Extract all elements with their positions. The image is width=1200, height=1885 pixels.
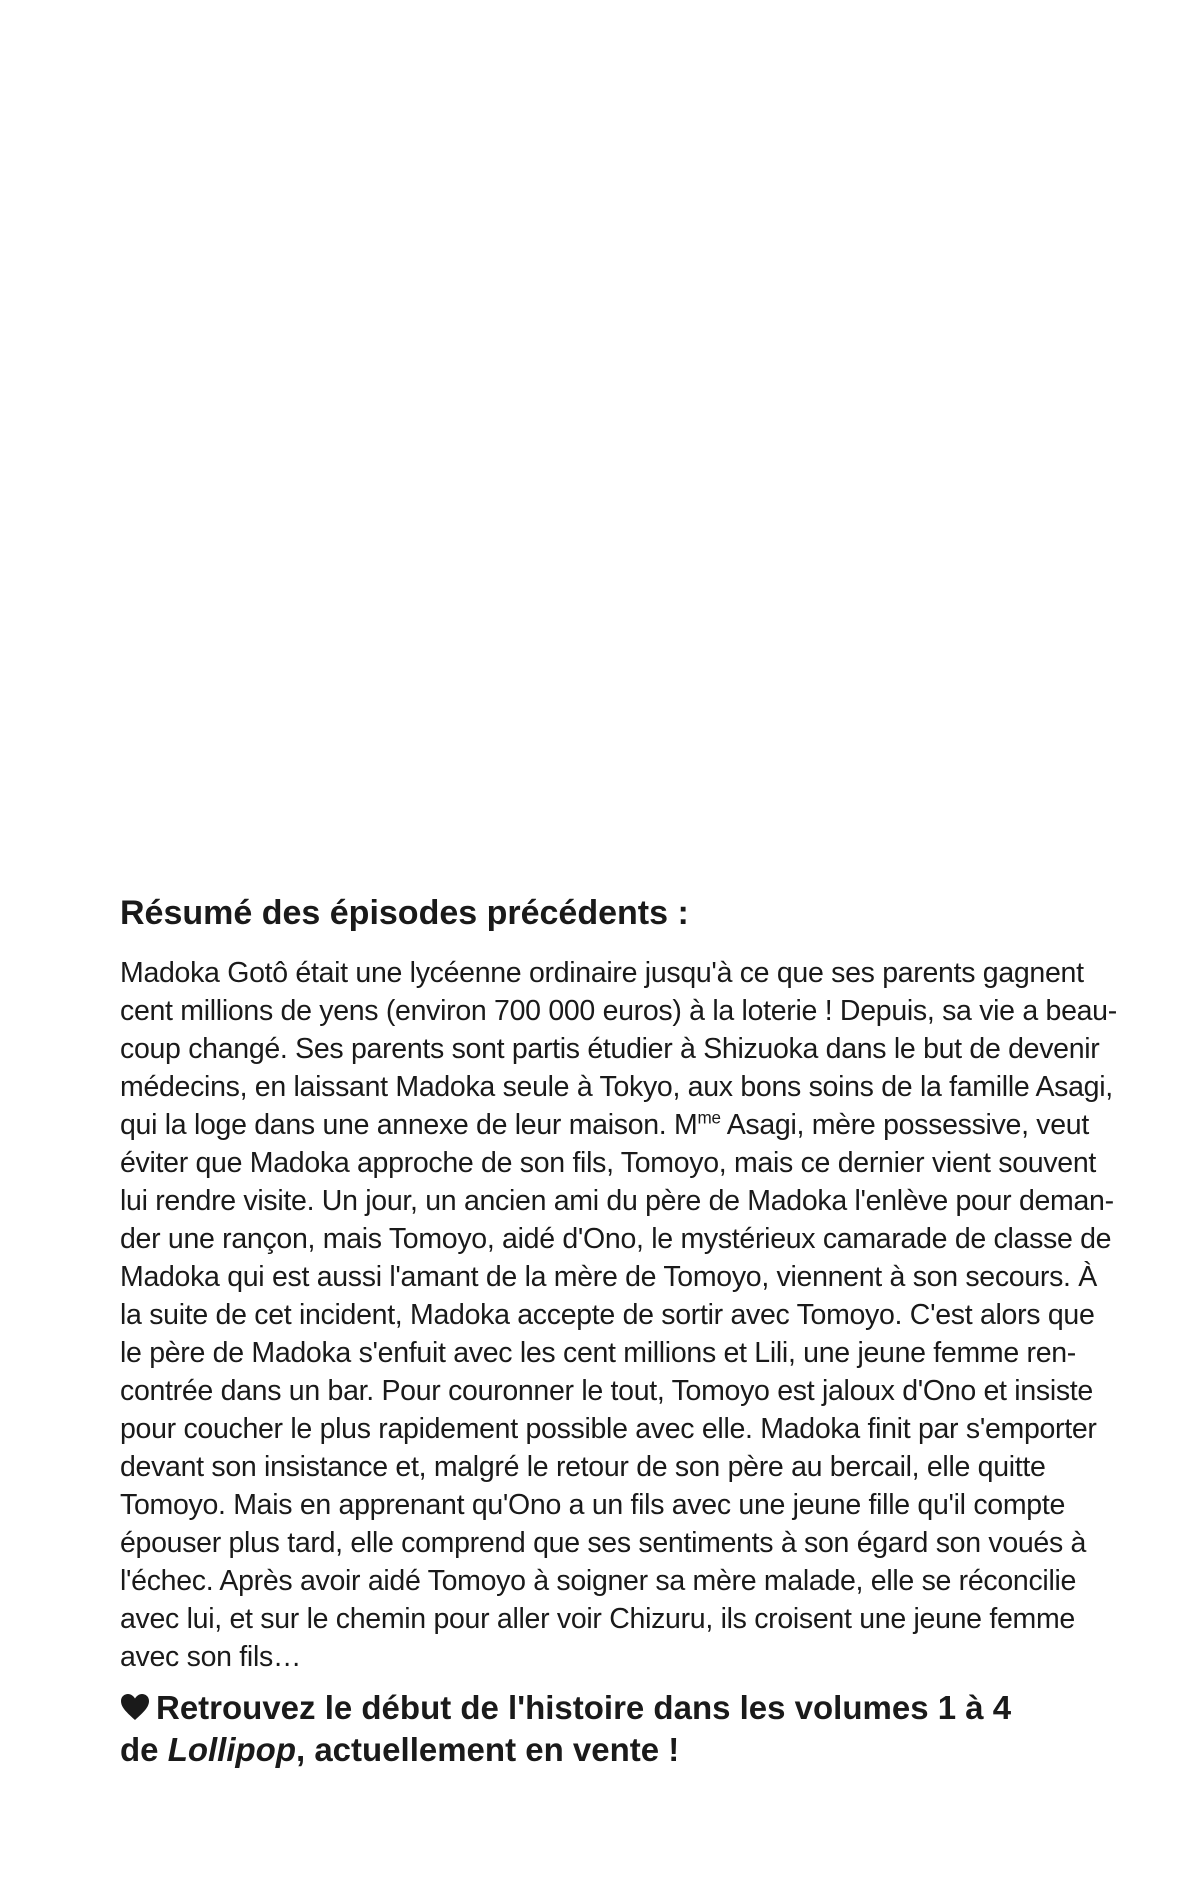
callout-line-2 [120,1730,1115,1770]
summary-line: contrée dans un bar. Pour couronner le tout, Tomoyo est jaloux d'Ono et insiste [120,1374,1093,1407]
summary-line: éviter que Madoka approche de son fils, Tomoyo, mais ce dernier vient souvent [120,1146,1097,1179]
callout-text: , actuellement en vente ! [295,1730,680,1768]
summary-line: avec son fils… [120,1640,302,1673]
summary-line-honorific [120,1106,1115,1144]
callout-line-1 [120,1688,1115,1730]
series-title: Lollipop [167,1730,296,1768]
honorific [674,1109,721,1141]
summary-line: devant son insistance et, malgré le retour de son père au bercail, elle quitte [120,1450,1046,1483]
heart-icon [120,1690,150,1730]
summary-line-part: qui la loge dans une annexe de leur maison. [120,1108,667,1141]
honorific-base: M [674,1108,698,1141]
callout-text: Retrouvez le début de l'histoire dans les volumes 1 à 4 [156,1688,1012,1726]
summary-line: le père de Madoka s'enfuit avec les cent millions et Lili, une jeune femme ren- [120,1336,1077,1369]
summary-line: l'échec. Après avoir aidé Tomoyo à soigner sa mère malade, elle se réconcilie [120,1564,1077,1597]
summary-line: Tomoyo. Mais en apprenant qu'Ono a un fils avec une jeune fille qu'il compte [120,1488,1065,1521]
summary-line: épouser plus tard, elle comprend que ses sentiments à son égard son voués à [120,1526,1087,1559]
summary-line: coup changé. Ses parents sont partis étudier à Shizuoka dans le but de devenir [120,1032,1100,1065]
summary-line-part: Asagi, mère possessive, veut [726,1108,1089,1141]
honorific-superscript: me [697,1108,721,1128]
summary-line: pour coucher le plus rapidement possible avec elle. Madoka finit par s'emporter [120,1412,1097,1445]
summary-line: cent millions de yens (environ 700 000 euros) à la loterie ! Depuis, sa vie a beau- [120,994,1117,1027]
page-title: Résumé des épisodes précédents : [120,894,689,932]
summary-line: Madoka qui est aussi l'amant de la mère de Tomoyo, viennent à son secours. À [120,1260,1097,1293]
summary-line: Madoka Gotô était une lycéenne ordinaire jusqu'à ce que ses parents gagnent [120,956,1084,989]
summary-line: médecins, en laissant Madoka seule à Tokyo, aux bons soins de la famille Asagi, [120,1070,1113,1103]
callout [120,1688,1115,1770]
callout-text: de [120,1730,168,1768]
summary-line: lui rendre visite. Un jour, un ancien ami du père de Madoka l'enlève pour deman- [120,1184,1114,1217]
summary-section [120,893,1115,1770]
summary-line: der une rançon, mais Tomoyo, aidé d'Ono, le mystérieux camarade de classe de [120,1222,1112,1255]
summary-line: avec lui, et sur le chemin pour aller voir Chizuru, ils croisent une jeune femme [120,1602,1075,1635]
summary-text [120,954,1115,1676]
summary-line: la suite de cet incident, Madoka accepte de sortir avec Tomoyo. C'est alors que [120,1298,1095,1331]
